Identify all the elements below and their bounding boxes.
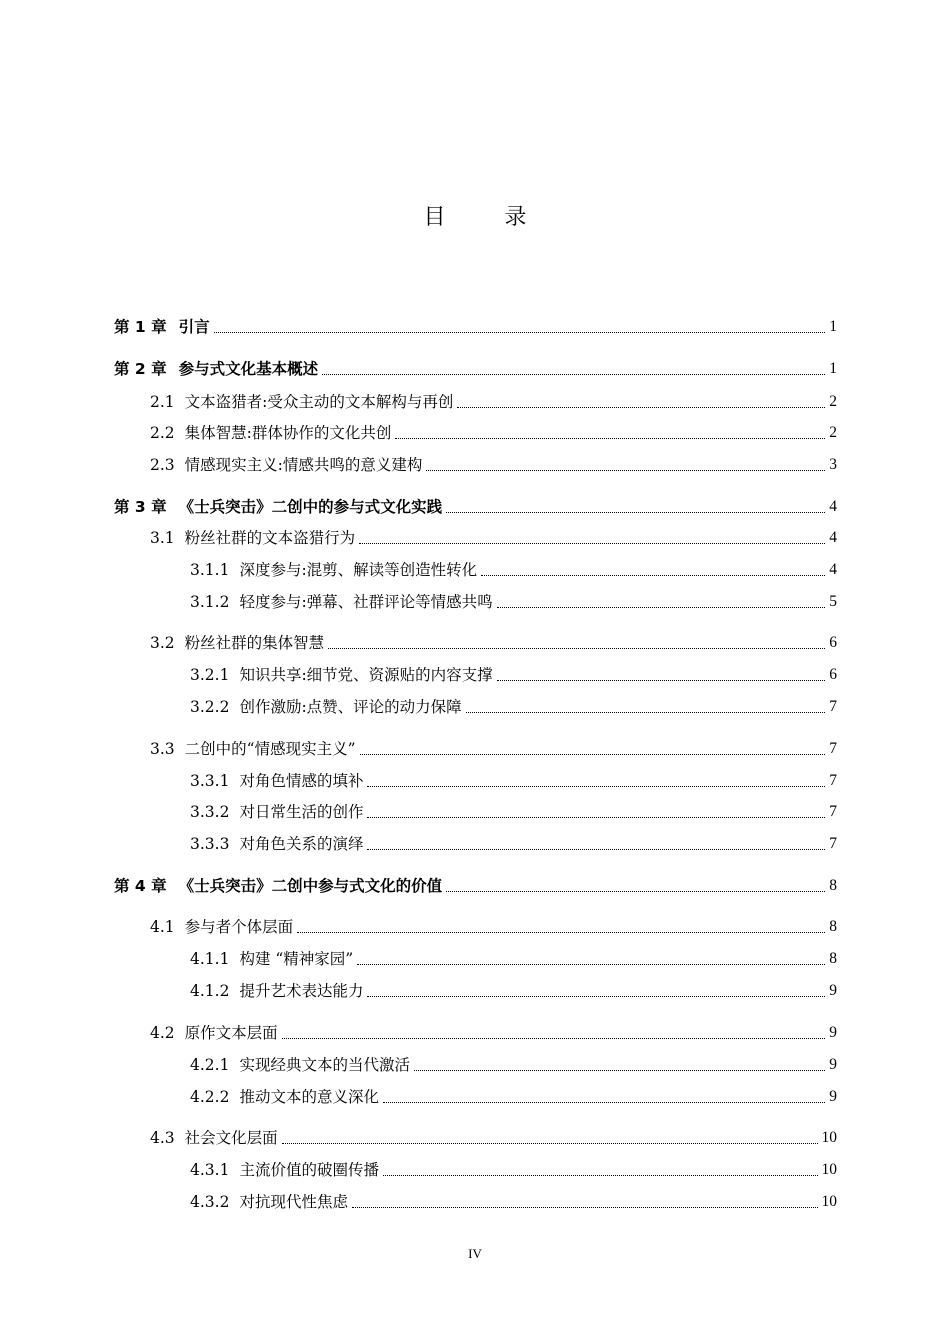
toc-entry-number: 第 2 章 (114, 360, 167, 378)
page-number: IV (468, 1246, 482, 1261)
toc-entry-page: 2 (829, 393, 837, 410)
toc-entry-level-3[interactable] (190, 980, 837, 1002)
toc-entry-page: 7 (829, 772, 837, 789)
toc-entry-number: 第 4 章 (114, 877, 167, 895)
toc-dot-leader (446, 511, 825, 513)
toc-entry-level-1[interactable] (114, 875, 837, 897)
toc-entry-title: 对抗现代性焦虑 (239, 1193, 348, 1211)
toc-entry-level-3[interactable] (190, 696, 837, 718)
toc-entry-level-1[interactable] (114, 496, 837, 518)
toc-entry-page: 7 (829, 803, 837, 820)
toc-dot-leader (352, 1206, 818, 1208)
toc-entry-number: 第 3 章 (114, 498, 167, 516)
toc-entry-page: 8 (829, 877, 837, 894)
toc-dot-leader (414, 1069, 825, 1071)
toc-entry-page: 8 (829, 950, 837, 967)
toc-entry-level-3[interactable] (190, 1086, 837, 1108)
toc-dot-leader (357, 963, 825, 965)
toc-entry-level-2[interactable] (150, 1022, 837, 1044)
toc-dot-leader (383, 1101, 825, 1103)
toc-dot-leader (359, 542, 825, 544)
toc-entry-number: 4.1.2 (190, 982, 230, 1000)
toc-entry-number: 3.2.2 (190, 698, 230, 716)
toc-entry-number: 3.1.2 (190, 593, 230, 611)
toc-entry-page: 9 (829, 982, 837, 999)
toc-entry-page: 10 (821, 1129, 837, 1146)
toc-entry-page: 4 (829, 561, 837, 578)
toc-entry-level-2[interactable] (150, 422, 837, 444)
toc-dot-leader (395, 437, 825, 439)
toc-entry-page: 9 (829, 1056, 837, 1073)
toc-entry-number: 3.3.3 (190, 835, 230, 853)
toc-entry-level-1[interactable] (114, 316, 837, 338)
toc-entry-page: 2 (829, 424, 837, 441)
toc-dot-leader (297, 931, 825, 933)
toc-entry-level-2[interactable] (150, 738, 837, 760)
toc-entry-number: 4.2 (150, 1024, 175, 1042)
toc-entry-number: 2.1 (150, 393, 175, 411)
toc-entry-page: 7 (829, 698, 837, 715)
toc-entry-title: 轻度参与:弹幕、社群评论等情感共鸣 (239, 593, 493, 611)
toc-entry-title: 《士兵突击》二创中参与式文化的价值 (178, 877, 443, 895)
toc-entry-title: 主流价值的破圈传播 (239, 1161, 379, 1179)
toc-entry-page: 3 (829, 456, 837, 473)
toc-entry-page: 1 (829, 318, 837, 335)
toc-dot-leader (481, 574, 825, 576)
toc-entry-level-1[interactable] (114, 358, 837, 380)
toc-entry-number: 4.3.2 (190, 1193, 230, 1211)
toc-entry-page: 10 (821, 1193, 837, 1210)
toc-entry-title: 情感现实主义:情感共鸣的意义建构 (184, 456, 423, 474)
toc-entry-number: 4.2.1 (190, 1056, 230, 1074)
toc-entry-number: 3.3 (150, 740, 175, 758)
toc-dot-leader (383, 1174, 818, 1176)
toc-entry-number: 4.2.2 (190, 1088, 230, 1106)
toc-entry-title: 实现经典文本的当代激活 (239, 1056, 410, 1074)
toc-entry-title: 对角色情感的填补 (239, 772, 364, 790)
toc-entry-page: 7 (829, 740, 837, 757)
toc-entry-title: 对角色关系的演绎 (239, 835, 364, 853)
toc-entry-title: 深度参与:混剪、解读等创造性转化 (239, 561, 478, 579)
toc-dot-leader (497, 606, 826, 608)
toc-entry-level-2[interactable] (150, 527, 837, 549)
toc-entry-number: 3.1.1 (190, 561, 230, 579)
toc-entry-page: 10 (821, 1161, 837, 1178)
toc-entry-title: 参与式文化基本概述 (178, 360, 319, 378)
toc-entry-title: 对日常生活的创作 (239, 803, 364, 821)
toc-entry-number: 4.1.1 (190, 950, 230, 968)
toc-dot-leader (446, 890, 825, 892)
toc-dot-leader (497, 679, 826, 681)
toc-entry-title: 粉丝社群的集体智慧 (184, 634, 325, 652)
toc-entry-level-3[interactable] (190, 833, 837, 855)
toc-entry-number: 3.3.2 (190, 803, 230, 821)
toc-entry-title: 创作激励:点赞、评论的动力保障 (239, 698, 462, 716)
toc-entry-page: 4 (829, 498, 837, 515)
toc-entry-level-2[interactable] (150, 916, 837, 938)
toc-entry-title: 知识共享:细节党、资源贴的内容支撑 (239, 666, 493, 684)
toc-entry-number: 4.1 (150, 918, 175, 936)
toc-entry-level-3[interactable] (190, 1054, 837, 1076)
toc-entry-page: 8 (829, 918, 837, 935)
toc-dot-leader (322, 373, 825, 375)
toc-entry-number: 3.3.1 (190, 772, 230, 790)
toc-entry-page: 6 (829, 634, 837, 651)
toc-entry-number: 2.2 (150, 424, 175, 442)
toc-entry-level-2[interactable] (150, 391, 837, 413)
toc-dot-leader (457, 406, 825, 408)
toc-dot-leader (282, 1142, 818, 1144)
toc-dot-leader (426, 469, 825, 471)
toc-entry-title: 文本盗猎者:受众主动的文本解构与再创 (184, 393, 454, 411)
toc-dot-leader (367, 848, 825, 850)
toc-entry-page: 1 (829, 360, 837, 377)
toc-entry-title: 《士兵突击》二创中的参与式文化实践 (178, 498, 443, 516)
toc-entry-title: 社会文化层面 (184, 1129, 278, 1147)
toc-entry-level-3[interactable] (190, 1191, 837, 1213)
toc-entry-title: 粉丝社群的文本盗猎行为 (184, 529, 356, 547)
toc-entry-title: 引言 (178, 318, 210, 336)
toc-entry-page: 4 (829, 529, 837, 546)
toc-entry-number: 3.2.1 (190, 666, 230, 684)
toc-entry-number: 3.2 (150, 634, 175, 652)
toc-entry-number: 4.3 (150, 1129, 175, 1147)
toc-entry-level-3[interactable] (190, 559, 837, 581)
toc-entry-level-2[interactable] (150, 1127, 837, 1149)
toc-entry-level-3[interactable] (190, 801, 837, 823)
toc-dot-leader (367, 995, 825, 997)
toc-entry-title: 构建 “精神家园” (239, 950, 354, 968)
toc-entry-level-2[interactable] (150, 632, 837, 654)
toc-entry-page: 6 (829, 666, 837, 683)
toc-dot-leader (367, 816, 825, 818)
toc-dot-leader (367, 785, 825, 787)
toc-entry-title: 推动文本的意义深化 (239, 1088, 379, 1106)
toc-entry-number: 第 1 章 (114, 318, 167, 336)
toc-dot-leader (466, 711, 826, 713)
toc-dot-leader (214, 331, 826, 333)
toc-entry-level-3[interactable] (190, 591, 837, 613)
toc-entry-title: 原作文本层面 (184, 1024, 278, 1042)
toc-entry-title: 二创中的“情感现实主义” (184, 740, 356, 758)
toc-title: 目 录 (423, 205, 553, 230)
toc-entry-page: 9 (829, 1024, 837, 1041)
toc-dot-leader (360, 753, 826, 755)
toc-dot-leader (282, 1037, 826, 1039)
toc-entry-page: 7 (829, 835, 837, 852)
toc-entry-level-3[interactable] (190, 1159, 837, 1181)
toc-entry-title: 参与者个体层面 (184, 918, 294, 936)
toc-dot-leader (328, 647, 825, 649)
toc-entry-number: 2.3 (150, 456, 175, 474)
toc-entry-page: 5 (829, 593, 837, 610)
toc-entry-page: 9 (829, 1088, 837, 1105)
toc-entry-title: 集体智慧:群体协作的文化共创 (184, 424, 392, 442)
toc-entry-level-2[interactable] (150, 454, 837, 476)
toc-entry-level-3[interactable] (190, 948, 837, 970)
toc-entry-number: 3.1 (150, 529, 175, 547)
toc-entry-level-3[interactable] (190, 664, 837, 686)
toc-entry-title: 提升艺术表达能力 (239, 982, 364, 1000)
toc-entry-level-3[interactable] (190, 770, 837, 792)
toc-entry-number: 4.3.1 (190, 1161, 230, 1179)
